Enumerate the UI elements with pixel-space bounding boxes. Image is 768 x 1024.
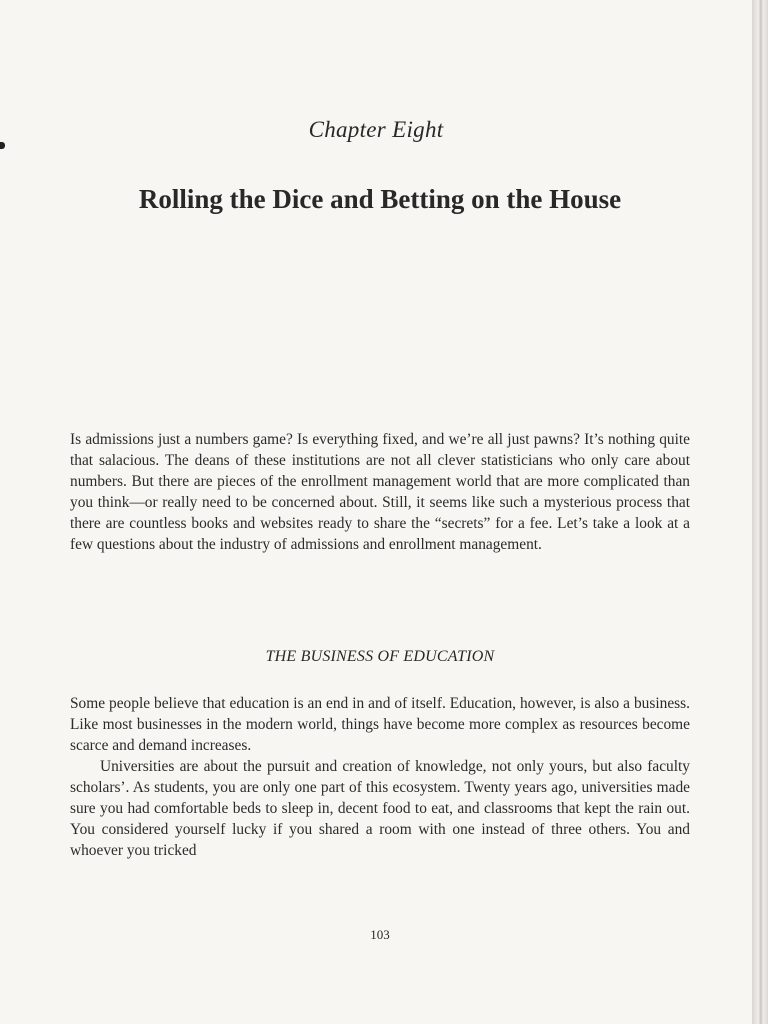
chapter-title: Rolling the Dice and Betting on the House xyxy=(138,184,622,214)
book-gutter xyxy=(752,0,768,1024)
chapter-label: Chapter Eight xyxy=(308,117,444,142)
intro-text xyxy=(70,429,690,555)
section-body xyxy=(70,693,690,861)
intro-paragraph: Is admissions just a numbers game? Is everything fixed, and we’re all just pawns? It’s nothing quite that salacious. The deans of these institutions are not all clever statisticians who only care about numbers. But there are pieces of the enrollment management world that are more complicated than you think—or really need to be concerned about. Still, it seems like such a mysterious process that there are countless books and websites ready to share the “secrets” for a fee. Let’s take a look at a few questions about the industry of admissions and enrollment management. xyxy=(70,431,690,553)
section-heading: THE BUSINESS OF EDUCATION xyxy=(265,648,495,665)
page-number: 103 xyxy=(370,927,390,942)
section-paragraph-2: Universities are about the pursuit and creation of knowledge, not only yours, but also faculty scholars’. As students, you are only one part of this ecosystem. Twenty years ago, universities made sure you had comfortable beds to sleep in, decent food to eat, and classrooms that kept the rain out. You considered yourself lucky if you shared a room with one instead of three others. You and whoever you tricked xyxy=(70,758,690,859)
page-edge-mark xyxy=(0,142,5,149)
section-paragraph-1: Some people believe that education is an end in and of itself. Education, however, is also a business. Like most businesses in the modern world, things have become more complex as resources become scarce and demand increases. xyxy=(70,695,690,754)
